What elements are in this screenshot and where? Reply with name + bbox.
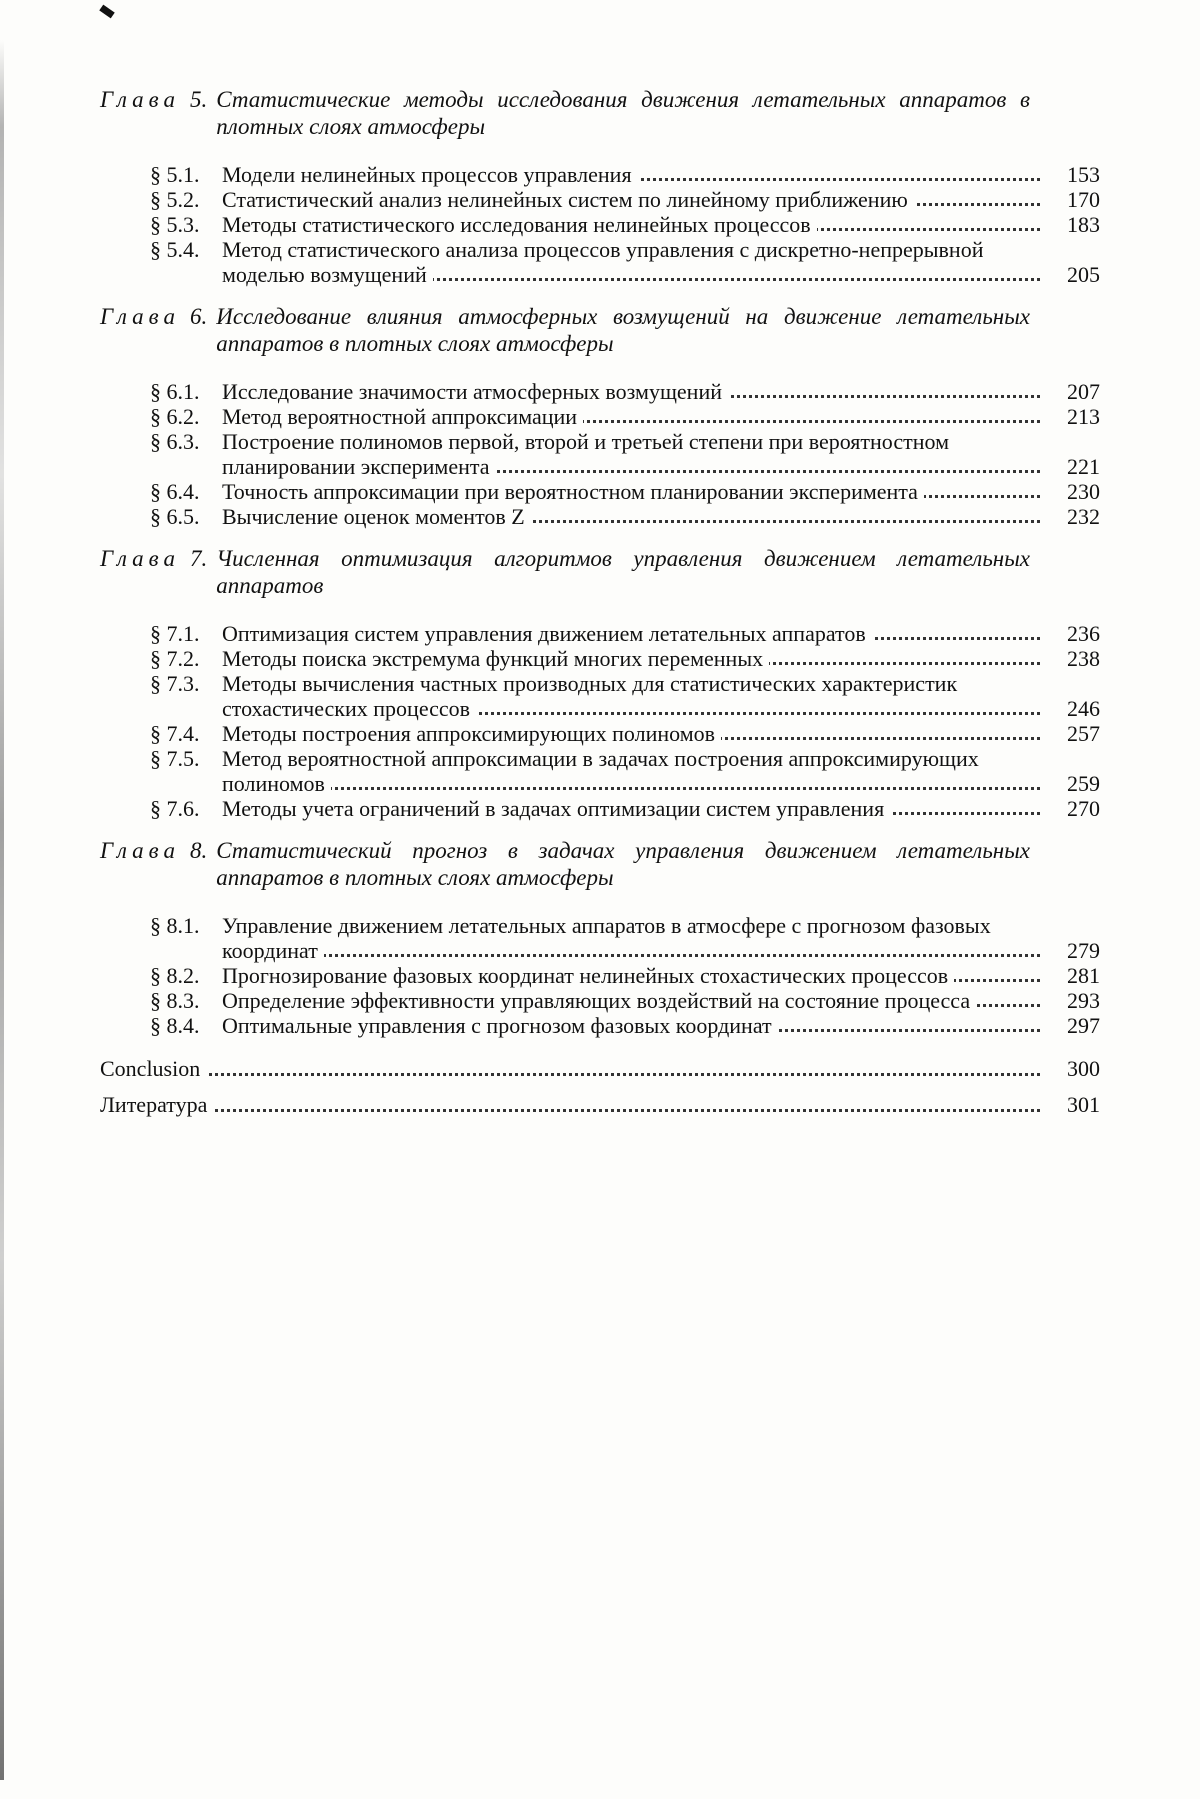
section-number: § 7.6. (150, 796, 200, 821)
chapter-block (100, 86, 1100, 297)
section-title-with-leader (222, 187, 1040, 212)
chapter-title: Статистические методы исследования движения летательных аппаратов в плотных слоях атмосферы (216, 87, 1030, 139)
entry-title-with-leader (100, 1090, 1040, 1120)
toc-entry[interactable] (150, 721, 1100, 746)
section-number: § 7.4. (150, 721, 200, 746)
section-number: § 6.5. (150, 504, 200, 529)
section-title-with-leader (222, 988, 1040, 1013)
section-title: Построение полиномов первой, второй и третьей степени при вероятностном планировании эксперимента (222, 429, 950, 479)
chapter-heading (100, 86, 1100, 140)
toc-entry[interactable] (150, 646, 1100, 671)
page-number: 301 (1067, 1092, 1100, 1117)
section-title-with-leader (222, 1013, 1040, 1038)
toc-entry[interactable] (150, 162, 1100, 187)
toc-entry[interactable] (150, 1013, 1100, 1038)
section-title-with-leader (222, 721, 1040, 746)
section-title-with-leader (222, 379, 1040, 404)
section-title-with-leader (222, 404, 1040, 429)
section-number: § 6.1. (150, 379, 200, 404)
section-number: § 7.2. (150, 646, 200, 671)
section-title: Методы учета ограничений в задачах оптимизации систем управления (222, 796, 890, 821)
toc-entry[interactable] (150, 963, 1100, 988)
section-title-with-leader (222, 504, 1040, 529)
toc-entry[interactable] (100, 1090, 1100, 1120)
chapter-number: 8. (190, 838, 208, 863)
section-title: Методы поиска экстремума функций многих переменных (222, 646, 769, 671)
section-title: Методы вычисления частных производных для статистических характеристик стохастических процессов (222, 671, 958, 721)
page-number: 238 (1067, 646, 1100, 671)
page-number: 297 (1067, 1013, 1100, 1038)
toc-entry[interactable] (150, 504, 1100, 529)
page-number: 230 (1067, 479, 1100, 504)
section-number: § 8.1. (150, 913, 200, 938)
entry-title-with-leader (100, 1054, 1040, 1084)
section-title-with-leader (222, 913, 1040, 963)
section-number: § 8.2. (150, 963, 200, 988)
chapter-block (100, 837, 1100, 1048)
section-title-with-leader (222, 479, 1040, 504)
section-number: § 8.4. (150, 1013, 200, 1038)
section-title: Оптимальные управления с прогнозом фазовых координат (222, 1013, 778, 1038)
chapter-number: 7. (190, 546, 208, 571)
section-number: § 7.5. (150, 746, 200, 771)
chapter-title: Статистический прогноз в задачах управления движением летательных аппаратов в плотных слоях атмосферы (216, 838, 1030, 890)
section-title-with-leader (222, 429, 1040, 479)
page-number: 257 (1067, 721, 1100, 746)
toc-entry[interactable] (150, 212, 1100, 237)
section-number: § 6.3. (150, 429, 200, 454)
toc-entry[interactable] (150, 237, 1100, 287)
toc-entry[interactable] (150, 988, 1100, 1013)
page-number: 221 (1067, 454, 1100, 479)
chapter-label: Глава (100, 546, 180, 571)
page-number: 259 (1067, 771, 1100, 796)
page-number: 205 (1067, 262, 1100, 287)
toc-entry[interactable] (150, 404, 1100, 429)
chapter-label: Глава (100, 304, 180, 329)
section-title: Точность аппроксимации при вероятностном планировании эксперимента (222, 479, 924, 504)
toc-entry[interactable] (150, 746, 1100, 796)
section-number: § 5.3. (150, 212, 200, 237)
section-title-with-leader (222, 796, 1040, 821)
section-number: § 5.1. (150, 162, 200, 187)
section-title-with-leader (222, 162, 1040, 187)
page-number: 279 (1067, 938, 1100, 963)
chapter-label: Глава (100, 87, 180, 112)
toc-entry[interactable] (150, 187, 1100, 212)
toc-entry[interactable] (150, 621, 1100, 646)
page-number: 246 (1067, 696, 1100, 721)
section-number: § 5.2. (150, 187, 200, 212)
section-title-with-leader (222, 671, 1040, 721)
chapter-title: Численная оптимизация алгоритмов управления движением летательных аппаратов (216, 546, 1030, 598)
section-title: Методы построения аппроксимирующих полиномов (222, 721, 721, 746)
section-title-with-leader (222, 621, 1040, 646)
toc-entry[interactable] (150, 671, 1100, 721)
entry-title: Литература (100, 1092, 213, 1117)
toc-entry[interactable] (150, 429, 1100, 479)
section-title: Управление движением летательных аппаратов в атмосфере с прогнозом фазовых координат (222, 913, 991, 963)
page-number: 281 (1067, 963, 1100, 988)
entry-title: Conclusion (100, 1056, 206, 1081)
page-number: 270 (1067, 796, 1100, 821)
section-title: Статистический анализ нелинейных систем по линейному приближению (222, 187, 914, 212)
page-number: 236 (1067, 621, 1100, 646)
section-title: Метод статистического анализа процессов управления с дискретно-непрерывной моделью возмущений (222, 237, 984, 287)
page-number: 213 (1067, 404, 1100, 429)
chapter-block (100, 303, 1100, 539)
chapter-label: Глава (100, 838, 180, 863)
section-title: Оптимизация систем управления движением летательных аппаратов (222, 621, 872, 646)
section-title-with-leader (222, 746, 1040, 796)
toc-entry[interactable] (150, 796, 1100, 821)
chapter-heading (100, 303, 1100, 357)
section-title-with-leader (222, 212, 1040, 237)
section-title: Определение эффективности управляющих воздействий на состояние процесса (222, 988, 976, 1013)
chapter-title: Исследование влияния атмосферных возмущений на движение летательных аппаратов в плотных слоях атмосферы (216, 304, 1030, 356)
section-number: § 6.2. (150, 404, 200, 429)
page-number: 300 (1067, 1056, 1100, 1081)
toc-entry[interactable] (150, 479, 1100, 504)
section-title: Метод вероятностной аппроксимации (222, 404, 583, 429)
page-number: 153 (1067, 162, 1100, 187)
page-number: 232 (1067, 504, 1100, 529)
section-title-with-leader (222, 646, 1040, 671)
chapter-heading (100, 837, 1100, 891)
section-number: § 6.4. (150, 479, 200, 504)
chapter-number: 5. (190, 87, 208, 112)
chapter-number: 6. (190, 304, 208, 329)
section-number: § 8.3. (150, 988, 200, 1013)
toc-entry[interactable] (100, 1054, 1100, 1084)
section-number: § 5.4. (150, 237, 200, 262)
section-title: Вычисление оценок моментов Z (222, 504, 531, 529)
chapter-block (100, 545, 1100, 831)
toc-entry[interactable] (150, 379, 1100, 404)
page-number: 207 (1067, 379, 1100, 404)
section-title: Прогнозирование фазовых координат нелинейных стохастических процессов (222, 963, 954, 988)
section-title: Исследование значимости атмосферных возмущений (222, 379, 728, 404)
chapter-heading (100, 545, 1100, 599)
section-title: Модели нелинейных процессов управления (222, 162, 638, 187)
section-title-with-leader (222, 237, 1040, 287)
page-binding-edge (0, 40, 4, 1780)
toc-entry[interactable] (150, 913, 1100, 963)
section-number: § 7.1. (150, 621, 200, 646)
section-title: Методы статистического исследования нелинейных процессов (222, 212, 817, 237)
scan-mark (99, 5, 114, 19)
section-title-with-leader (222, 963, 1040, 988)
table-of-contents (100, 86, 1100, 1120)
section-title: Метод вероятностной аппроксимации в задачах построения аппроксимирующих полиномов (222, 746, 979, 796)
page-number: 183 (1067, 212, 1100, 237)
section-number: § 7.3. (150, 671, 200, 696)
page-number: 293 (1067, 988, 1100, 1013)
page-number: 170 (1067, 187, 1100, 212)
